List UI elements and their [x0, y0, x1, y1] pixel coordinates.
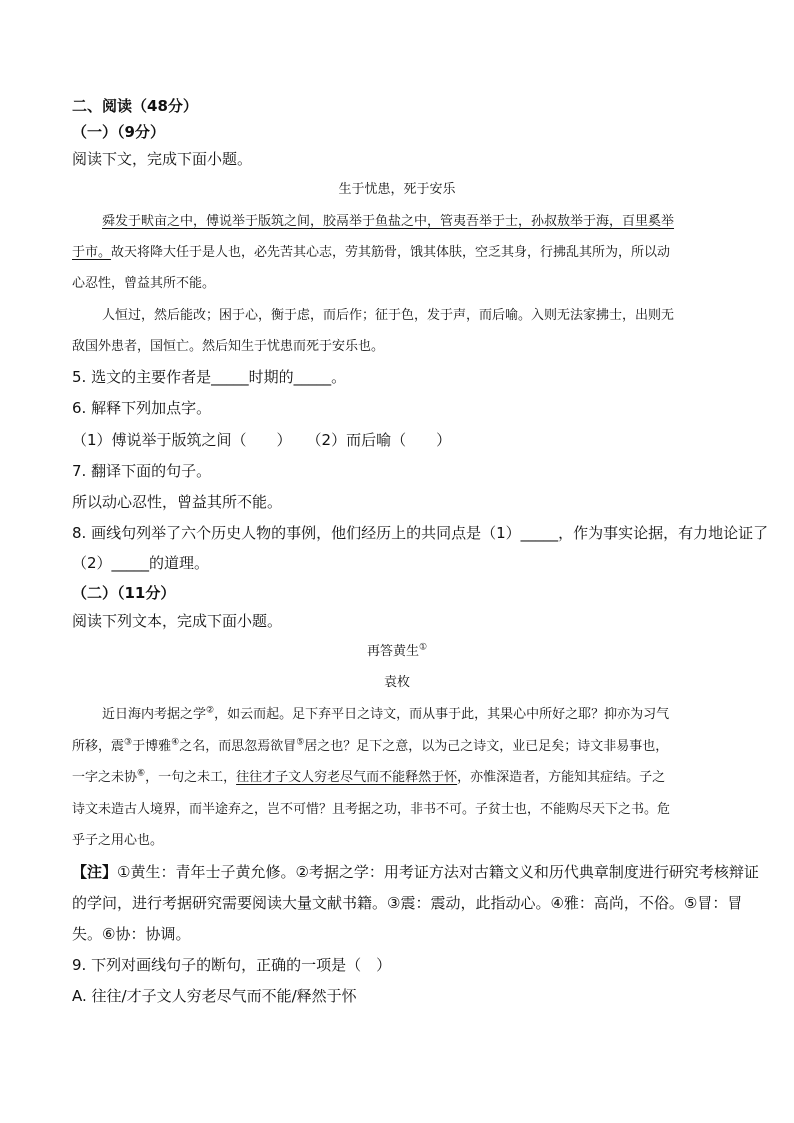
notes-line: 的学问，进行考据研究需要阅读大量文献书籍。③震：震动，此指动心。④雅：高尚，不俗。⑤冒：冒 — [72, 894, 743, 912]
notes-line: 失。⑥协：协调。 — [72, 925, 191, 943]
question-5: 5. 选文的主要作者是_____时期的_____。 — [72, 368, 347, 386]
passage-text: ，一句之未工， — [145, 770, 237, 785]
footnote-mark: ⑤ — [296, 737, 305, 748]
passage1-title: 生于忧患，死于安乐 — [338, 182, 456, 197]
passage2-title — [0, 642, 794, 662]
question-8-cont: （2）_____的道理。 — [72, 554, 210, 572]
passage-text: 于博雅 — [132, 739, 172, 754]
section-title: 二、阅读（48分） — [72, 97, 198, 115]
passage1-line — [72, 243, 670, 263]
passage2-line: 诗文未造古人境界，而半途弃之，岂不可惜？且考据之功，非书不可。子贫士也，不能购尽天下之书。危 — [72, 802, 671, 817]
part1-instruction: 阅读下文，完成下面小题。 — [72, 150, 253, 168]
question-6: 6. 解释下列加点字。 — [72, 399, 212, 417]
underlined-text: 于市。 — [72, 245, 112, 260]
passage2-title-text: 再答黄生 — [366, 644, 419, 659]
footnote-mark: ④ — [171, 737, 180, 748]
passage-text: ，如云而起。足下弃平日之诗文，而从事于此，其果心中所好之耶？抑亦为习气 — [214, 707, 670, 722]
question-6-items: （1）傅说举于版筑之间（ ） （2）而后喻（ ） — [72, 431, 452, 449]
part2-instruction: 阅读下列文本，完成下面小题。 — [72, 612, 283, 630]
passage1-line: 舜发于畎亩之中，傅说举于版筑之间，胶鬲举于鱼盐之中，管夷吾举于士，孙叔敖举于海，百里奚举 — [102, 214, 675, 229]
passage-text: ，亦惟深造者，方能知其症结。子之 — [457, 770, 666, 785]
question-9: 9. 下列对画线句子的断句，正确的一项是（ ） — [72, 956, 392, 974]
question-7: 7. 翻译下面的句子。 — [72, 462, 212, 480]
footnote-mark: ⑥ — [137, 768, 146, 779]
passage2-line — [72, 737, 668, 757]
passage-text: 之名，而思忽焉欲冒 — [179, 739, 297, 754]
part2-heading: （二）（11分） — [72, 584, 176, 602]
passage2-line — [72, 768, 665, 788]
part1-heading: （一）（9分） — [72, 123, 165, 141]
passage-text: 近日海内考据之学 — [102, 707, 207, 722]
passage2-author: 袁枚 — [383, 675, 410, 690]
passage1-line: 敌国外患者，国恒亡。然后知生于忧患而死于安乐也。 — [72, 339, 385, 354]
notes-label: 【注】 — [72, 863, 118, 881]
question-8: 8. 画线句列举了六个历史人物的事例，他们经历上的共同点是（1）_____，作为事实论据，有力地论证了 — [72, 524, 769, 542]
passage-text: 所移，震 — [72, 739, 125, 754]
underlined-text: 往往才子文人穷老尽气而不能释然于怀 — [236, 770, 458, 785]
notes-text: ①黄生：青年士子黄允修。②考据之学：用考证方法对古籍文义和历代典章制度进行研究考核辩证 — [117, 863, 759, 881]
passage1-line: 人恒过，然后能改；困于心，衡于虑，而后作；征于色，发于声，而后喻。入则无法家拂士，出则无 — [102, 308, 675, 323]
notes-line — [72, 862, 759, 882]
question-9-option-a: A. 往往/才子文人穷老尽气而不能/释然于怀 — [72, 987, 357, 1005]
footnote-mark: ③ — [124, 737, 133, 748]
passage2-line: 乎子之用心也。 — [72, 833, 164, 848]
passage2-line — [102, 705, 669, 725]
question-7-sentence: 所以动心忍性，曾益其所不能。 — [72, 493, 283, 511]
footnote-mark: ② — [206, 705, 215, 716]
passage-text: 居之也？足下之意，以为己之诗文，业已足矣；诗文非易事也， — [304, 739, 669, 754]
passage1-line: 心忍性，曾益其所不能。 — [72, 276, 216, 291]
passage-text: 一字之未协 — [72, 770, 138, 785]
passage-text: 故天将降大任于是人也，必先苦其心志，劳其筋骨，饿其体肤，空乏其身，行拂乱其所为，所以动 — [111, 245, 671, 260]
footnote-mark: ① — [418, 642, 428, 653]
